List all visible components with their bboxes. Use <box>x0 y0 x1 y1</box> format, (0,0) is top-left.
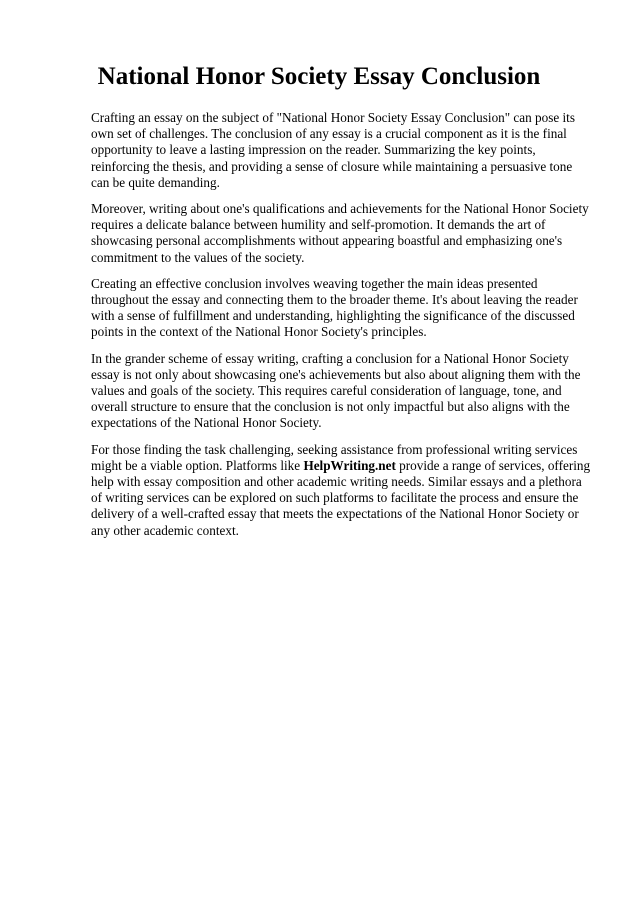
paragraph-5-text-before-link: For those finding the task challenging, seeking assistance from professional writing services might be a viable option. Platforms like <box>91 441 578 473</box>
document-body <box>91 110 591 549</box>
paragraph-4: In the grander scheme of essay writing, crafting a conclusion for a National Honor Society essay is not only about showcasing one's achievements but also about aligning them with the values and goals of the society. This requires careful consideration of language, tone, and overall structure to ensure that the conclusion is not only impactful but also aligns with the expectations of the National Honor Society. <box>91 350 581 431</box>
paragraph-3: Creating an effective conclusion involves weaving together the main ideas presented throughout the essay and connecting them to the broader theme. It's about leaving the reader with a sense of fulfillment and understanding, highlighting the significance of the discussed points in the context of the National Honor Society's principles. <box>91 275 578 340</box>
page-title: National Honor Society Essay Conclusion <box>97 63 541 90</box>
paragraph-5-text-after-link: provide a range of services, offering help with essay composition and other academic writing needs. Similar essays and a plethora of writing services can be explored on such platforms to facilitate the process and ensure the delivery of a well-crafted essay that meets the expectations of the National Honor Society or any other academic context. <box>91 457 591 538</box>
paragraph-5 <box>91 442 591 539</box>
helpwriting-link[interactable]: HelpWriting.net <box>303 457 396 473</box>
paragraph-2: Moreover, writing about one's qualifications and achievements for the National Honor Society requires a delicate balance between humility and self-promotion. It demands the art of showcasing personal accomplishments without appearing boastful and emphasizing one's commitment to the values of the society. <box>91 201 589 265</box>
paragraph-1: Crafting an essay on the subject of "National Honor Society Essay Conclusion" can pose its own set of challenges. The conclusion of any essay is a crucial component as it is the final opportunity to leave a lasting impression on the reader. Summarizing the key points, reinforcing the thesis, and providing a sense of closure while maintaining a persuasive tone can be quite demanding. <box>91 110 575 190</box>
